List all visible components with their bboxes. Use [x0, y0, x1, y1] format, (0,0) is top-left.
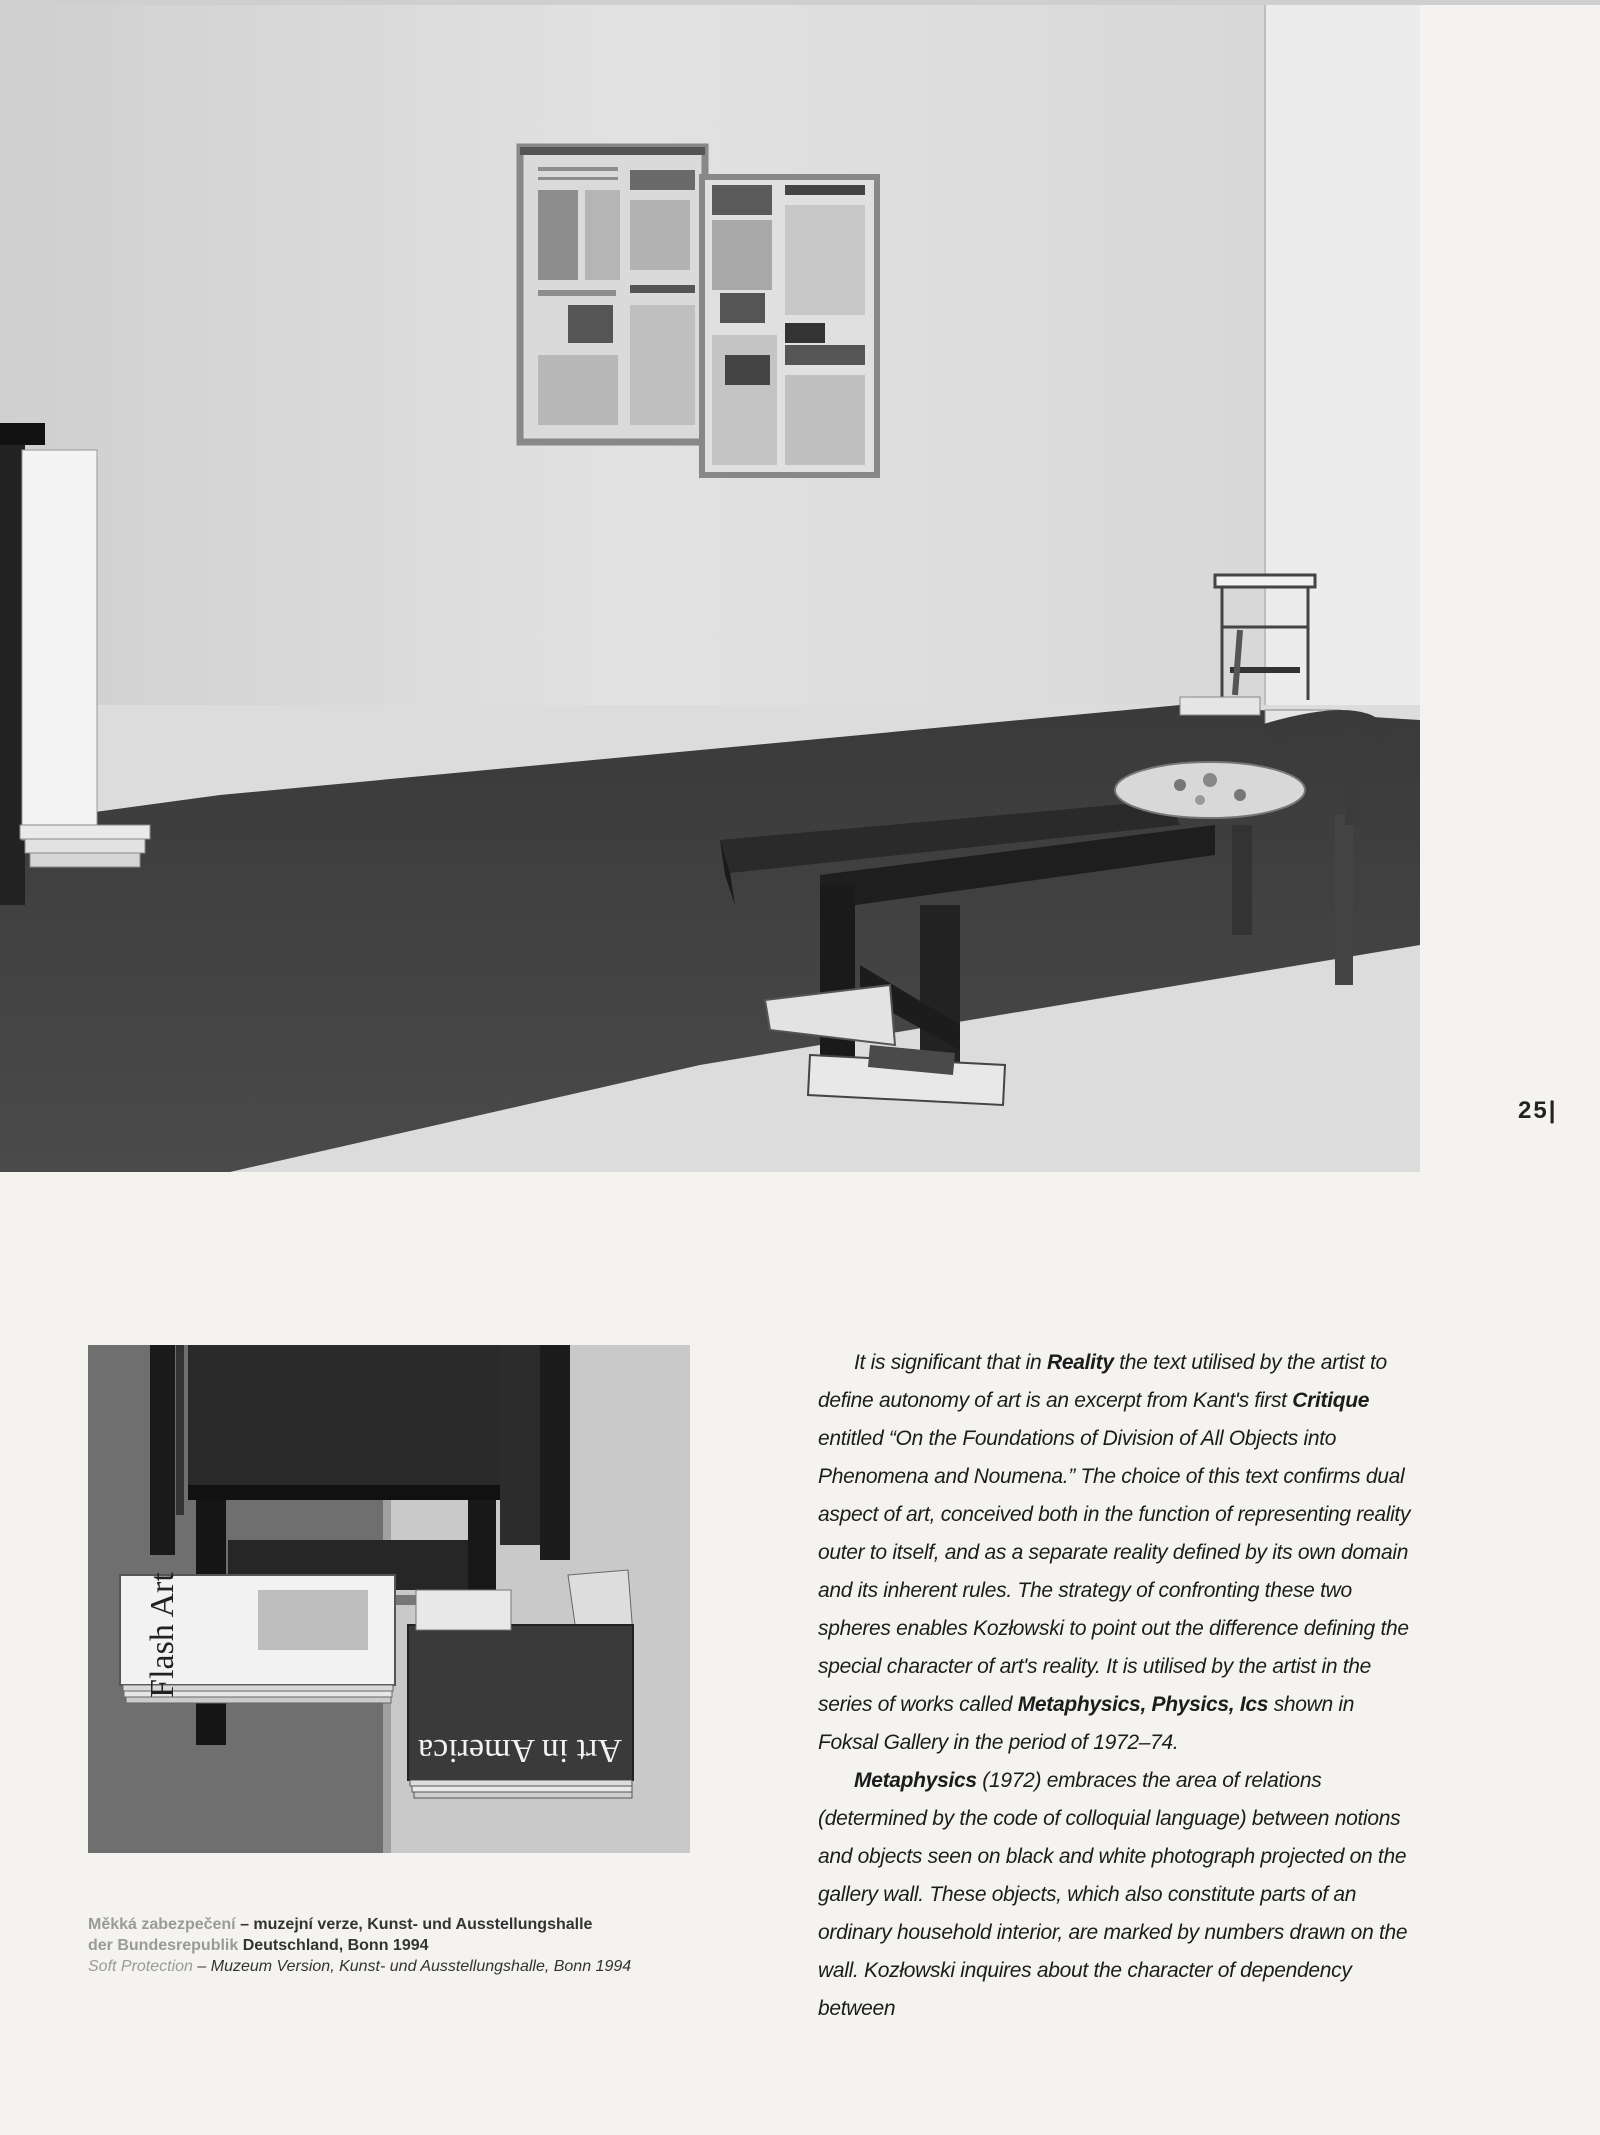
patterned-cushion [1115, 762, 1305, 818]
side-wall [1265, 5, 1420, 725]
caption-english: Soft Protection – Muzeum Version, Kunst- und Ausstellungshalle, Bonn 1994 [88, 1958, 632, 1975]
detail-photo [88, 1345, 690, 1853]
framed-newspapers [520, 147, 877, 475]
flash-art-magazine [120, 1572, 395, 1703]
essay-text [818, 1344, 1418, 2028]
caption-czech-line-1: Měkká zabezpečení – muzejní verze, Kunst- und Ausstellungshalle [88, 1916, 593, 1933]
photo-caption [88, 1914, 728, 1977]
paragraph-1: It is significant that in Reality the text utilised by the artist to define autonomy of art is an excerpt from Kant's first Critique entitled “On the Foundations of Division of All Objects into Phenomena and Noumena.” The choice of this text confirms dual aspect of art, conceived both in the function of representing reality outer to itself, and as a separate reality defined by its own domain and its inherent rules. The strategy of confronting these two spheres enables Kozłowski to point out the difference defining the special character of art's reality. It is utilised by the artist in the series of works called Metaphysics, Physics, Ics shown in Foksal Gallery in the period of 1972–74. [818, 1351, 1411, 1754]
caption-czech-line-2: der Bundesrepublik Deutschland, Bonn 1994 [88, 1937, 429, 1954]
svg-text:Art in America: Art in America [418, 1732, 622, 1769]
installation-photo [0, 5, 1420, 1172]
paragraph-2: Metaphysics (1972) embraces the area of relations (determined by the code of colloquial language) between notions and objects seen on black and white photograph projected on the gallery wall. These objects, which also constitute parts of an ordinary household interior, are marked by numbers drawn on the wall. Kozłowski inquires about the character of dependency between [818, 1769, 1408, 2020]
page-number: 25| [1518, 1097, 1558, 1124]
left-sculpture-panel [22, 450, 97, 840]
svg-text:Flash Art: Flash Art [144, 1572, 181, 1698]
table-top [188, 1345, 508, 1490]
